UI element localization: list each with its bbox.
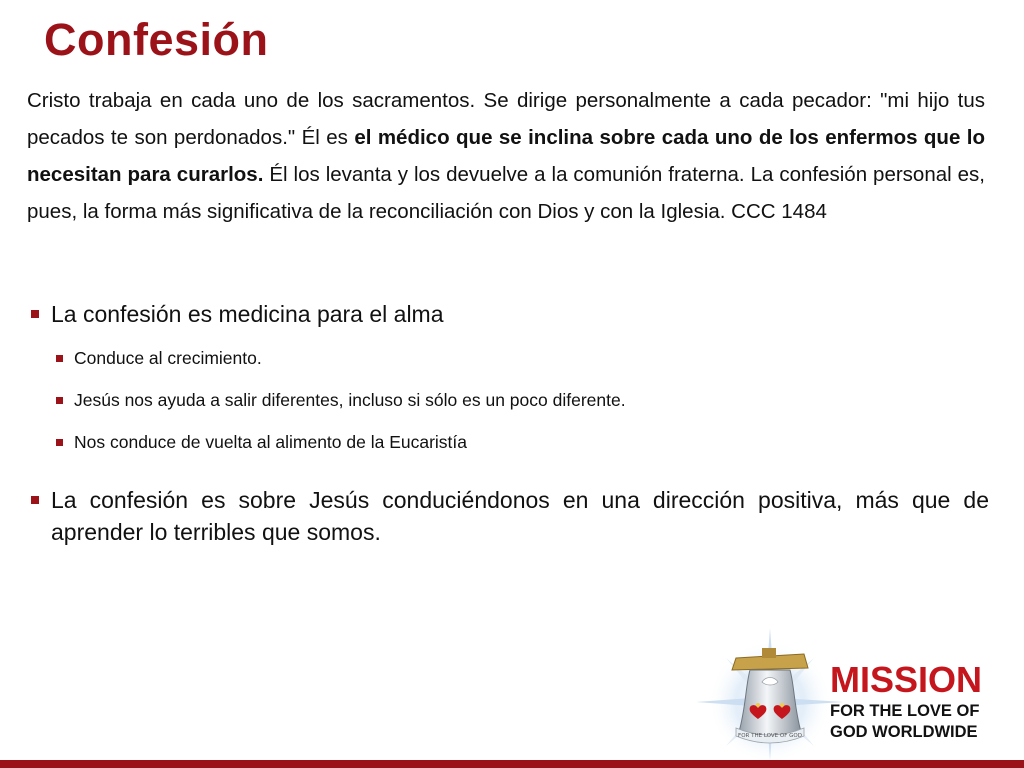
bullet-square-icon <box>56 439 63 446</box>
bullet-square-icon <box>56 355 63 362</box>
bullet-item <box>31 484 989 548</box>
sub-bullet-item <box>56 346 986 370</box>
logo-title: MISSION <box>830 659 983 700</box>
mission-logo-text <box>830 660 1010 742</box>
sub-bullet-item <box>56 430 986 454</box>
slide-title: Confesión <box>44 14 269 65</box>
sub-bullet-text: Nos conduce de vuelta al alimento de la Eucaristía <box>74 432 468 452</box>
bottom-accent-bar <box>0 760 1024 768</box>
intro-text-2: Él los levanta y los devuelve a la comunión fraterna. La confesión personal es, pues, la forma más significativa de la reconciliación con Dios y con la Iglesia. CCC 1484 <box>27 163 985 223</box>
intro-bold-text: el médico que se inclina sobre cada uno de los enfermos que lo necesitan para curarlos. <box>27 126 985 186</box>
intro-text-1: Cristo trabaja en cada uno de los sacramentos. Se dirige personalmente a cada pecador: "mi hijo tus pecados te son perdonados." Él es <box>27 89 985 149</box>
bullet-item <box>31 298 991 330</box>
bullet-square-icon <box>56 397 63 404</box>
bullet-square-icon <box>31 496 39 504</box>
logo-subtitle-line2: GOD WORLDWIDE <box>830 723 978 741</box>
bullet-square-icon <box>31 310 39 318</box>
intro-paragraph <box>27 82 985 230</box>
logo-ribbon-text: FOR THE LOVE OF GOD <box>738 733 802 739</box>
sub-bullet-text: Jesús nos ayuda a salir diferentes, incluso si sólo es un poco diferente. <box>74 390 626 410</box>
bullet-text: La confesión es sobre Jesús conduciéndonos en una dirección positiva, más que de aprender lo terribles que somos. <box>51 487 989 545</box>
sub-bullet-item <box>56 388 986 412</box>
bullet-text: La confesión es medicina para el alma <box>51 301 444 327</box>
sub-bullet-text: Conduce al crecimiento. <box>74 348 262 368</box>
logo-subtitle-line1: FOR THE LOVE OF <box>830 702 980 720</box>
